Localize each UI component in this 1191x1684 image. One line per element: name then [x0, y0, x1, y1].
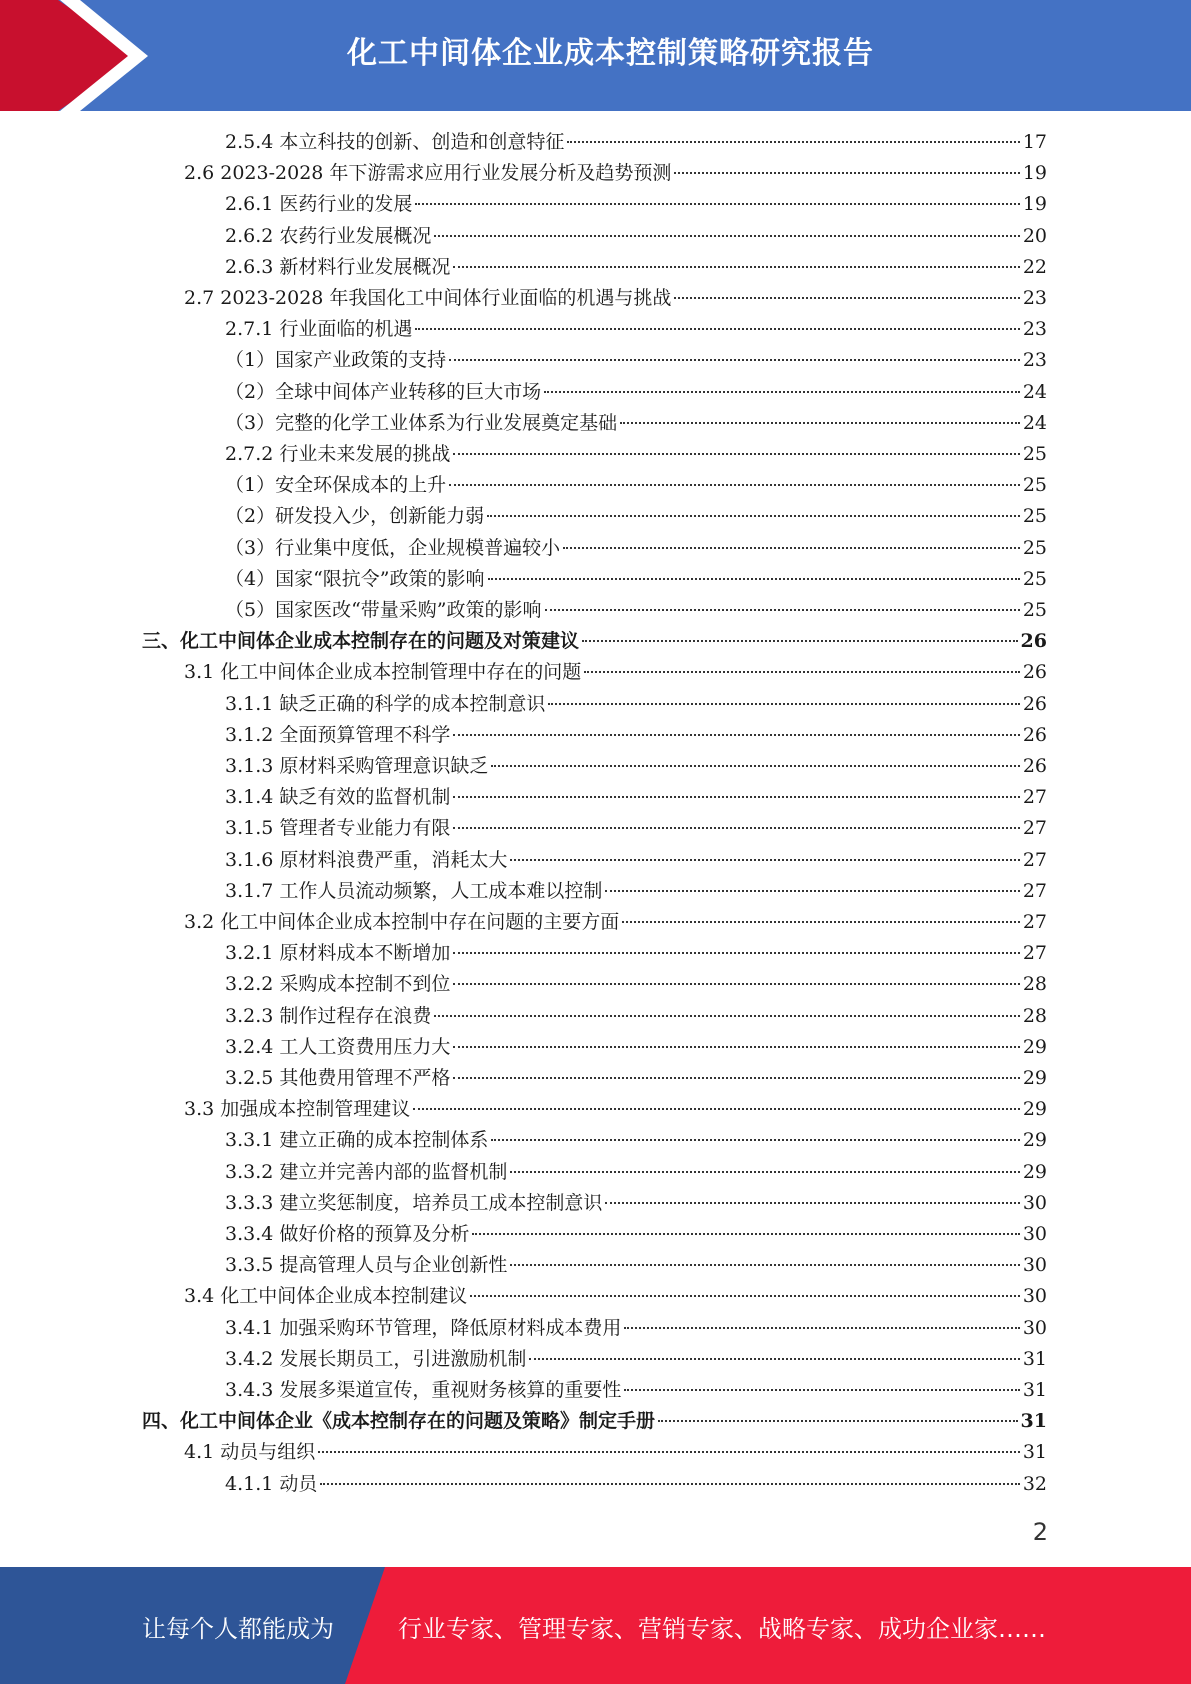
toc-entry-label: 3.2.2 采购成本控制不到位 [225, 973, 451, 996]
toc-entry-page: 22 [1022, 255, 1047, 278]
toc-dot-leader [453, 827, 1019, 829]
toc-entry-page: 27 [1022, 911, 1047, 933]
toc-dot-leader [510, 1264, 1019, 1266]
toc-entry-label: 3.1.3 原材料采购管理意识缺乏 [225, 755, 489, 777]
footer-slogan-right: 行业专家、管理专家、营销专家、战略专家、成功企业家…… [398, 1615, 1046, 1643]
toc-entry-label: 3.4.3 发展多渠道宣传，重视财务核算的重要性 [225, 1379, 622, 1401]
toc-dot-leader [674, 297, 1019, 299]
toc-dot-leader [487, 515, 1020, 517]
toc-dot-leader [658, 1420, 1018, 1422]
toc-entry-label: 3.3.3 建立奖惩制度，培养员工成本控制意识 [225, 1191, 603, 1214]
toc-entry[interactable] [225, 1250, 1047, 1281]
toc-entry[interactable] [225, 1032, 1047, 1063]
toc-entry-page: 30 [1022, 1191, 1047, 1214]
toc-entry[interactable] [184, 907, 1047, 938]
toc-entry[interactable] [225, 689, 1047, 720]
toc-dot-leader [434, 1015, 1019, 1017]
toc-entry-page: 26 [1022, 661, 1047, 684]
toc-entry-page: 26 [1022, 723, 1047, 746]
toc-dot-leader [544, 391, 1020, 393]
toc-entry[interactable] [142, 1406, 1047, 1437]
toc-entry-page: 29 [1022, 1160, 1047, 1183]
toc-entry[interactable] [184, 1094, 1047, 1125]
toc-entry[interactable] [225, 189, 1047, 220]
toc-entry-label: 2.6.1 医药行业的发展 [225, 193, 413, 216]
toc-entry-page: 23 [1022, 349, 1047, 372]
toc-dot-leader [453, 734, 1019, 736]
footer-slogan-left: 让每个人都能成为 [142, 1615, 334, 1643]
toc-entry-label: 3.1.2 全面预算管理不科学 [225, 723, 451, 746]
toc-dot-leader [582, 640, 1018, 642]
toc-entry-label: （3）行业集中度低，企业规模普遍较小 [225, 536, 561, 559]
toc-dot-leader [545, 609, 1020, 611]
toc-entry[interactable] [225, 751, 1047, 782]
toc-entry-label: 3.1.6 原材料浪费严重，消耗太大 [225, 848, 508, 871]
toc-dot-leader [413, 1108, 1020, 1110]
toc-entry-label: （2）研发投入少，创新能力弱 [225, 505, 485, 528]
toc-entry-page: 24 [1022, 380, 1047, 403]
toc-dot-leader [624, 1389, 1019, 1391]
toc-entry-page: 31 [1022, 1347, 1047, 1370]
toc-dot-leader [567, 141, 1019, 143]
toc-entry-page: 27 [1022, 848, 1047, 871]
toc-entry[interactable] [184, 1281, 1047, 1312]
toc-dot-leader [620, 422, 1020, 424]
toc-entry-label: 3.2.4 工人工资费用压力大 [225, 1035, 451, 1058]
page-header [0, 0, 1191, 111]
toc-entry[interactable] [225, 813, 1047, 844]
toc-dot-leader [488, 578, 1020, 580]
toc-entry-page: 19 [1022, 193, 1047, 216]
toc-entry-label: 3.3.4 做好价格的预算及分析 [225, 1223, 470, 1245]
toc-dot-leader [624, 1327, 1019, 1329]
toc-entry[interactable] [225, 470, 1047, 501]
toc-entry-label: （1）国家产业政策的支持 [225, 349, 447, 372]
toc-dot-leader [318, 1451, 1020, 1453]
toc-entry-page: 30 [1022, 1285, 1047, 1308]
toc-entry-page: 30 [1022, 1316, 1047, 1339]
toc-entry-page: 26 [1020, 630, 1047, 653]
toc-entry-page: 25 [1022, 536, 1047, 559]
toc-entry-page: 28 [1022, 973, 1047, 996]
toc-entry[interactable] [184, 158, 1047, 189]
toc-dot-leader [529, 1358, 1019, 1360]
document-title: 化工中间体企业成本控制策略研究报告 [347, 36, 874, 71]
toc-entry-label: （3）完整的化学工业体系为行业发展奠定基础 [225, 411, 618, 434]
toc-dot-leader [548, 703, 1019, 705]
toc-entry-label: 3.3.2 建立并完善内部的监督机制 [225, 1160, 508, 1183]
toc-entry[interactable] [225, 377, 1047, 408]
toc-entry[interactable] [225, 221, 1047, 252]
toc-dot-leader [510, 859, 1019, 861]
toc-entry-page: 29 [1022, 1067, 1047, 1089]
toc-entry-label: 2.6 2023-2028 年下游需求应用行业发展分析及趋势预测 [184, 162, 672, 185]
toc-dot-leader [453, 796, 1019, 798]
toc-entry-page: 27 [1022, 879, 1047, 902]
toc-entry-label: 3.2.3 制作过程存在浪费 [225, 1004, 432, 1027]
toc-entry-page: 25 [1022, 567, 1047, 590]
toc-entry-label: 3.1.5 管理者专业能力有限 [225, 817, 451, 840]
toc-entry-label: 3.3.5 提高管理人员与企业创新性 [225, 1254, 508, 1277]
toc-entry-page: 31 [1022, 1441, 1047, 1464]
toc-entry[interactable] [142, 626, 1047, 657]
toc-entry-label: 4.1 动员与组织 [184, 1441, 316, 1464]
toc-dot-leader [320, 1483, 1019, 1485]
toc-entry[interactable] [225, 1219, 1047, 1250]
toc-entry[interactable] [225, 345, 1047, 376]
toc-entry-page: 24 [1022, 411, 1047, 434]
toc-dot-leader [584, 671, 1020, 673]
toc-entry-label: 四、化工中间体企业《成本控制存在的问题及策略》制定手册 [142, 1410, 656, 1433]
toc-entry[interactable] [225, 720, 1047, 751]
toc-dot-leader [453, 1077, 1019, 1079]
toc-dot-leader [415, 328, 1019, 330]
toc-entry[interactable] [225, 314, 1047, 345]
toc-entry-label: 2.6.2 农药行业发展概况 [225, 224, 432, 247]
toc-entry-label: （2）全球中间体产业转移的巨大市场 [225, 380, 542, 403]
toc-dot-leader [449, 484, 1020, 486]
toc-dot-leader [674, 172, 1019, 174]
toc-entry[interactable] [225, 1063, 1047, 1094]
toc-entry-page: 30 [1022, 1254, 1047, 1277]
toc-entry-label: 2.5.4 本立科技的创新、创造和创意特征 [225, 131, 565, 153]
toc-entry-page: 32 [1022, 1472, 1047, 1495]
toc-entry-page: 30 [1022, 1223, 1047, 1245]
toc-entry-page: 27 [1022, 817, 1047, 840]
toc-entry[interactable] [225, 408, 1047, 439]
toc-dot-leader [605, 1202, 1019, 1204]
toc-entry-label: 3.2.5 其他费用管理不严格 [225, 1067, 451, 1089]
toc-entry-label: 3.3 加强成本控制管理建议 [184, 1098, 411, 1121]
toc-entry[interactable] [225, 533, 1047, 564]
toc-entry[interactable] [225, 1001, 1047, 1032]
toc-entry[interactable] [225, 1157, 1047, 1188]
toc-dot-leader [510, 1171, 1019, 1173]
toc-entry[interactable] [184, 657, 1047, 688]
toc-entry-label: （4）国家“限抗令”政策的影响 [225, 567, 485, 590]
toc-dot-leader [449, 359, 1020, 361]
toc-entry[interactable] [225, 845, 1047, 876]
toc-entry[interactable] [225, 501, 1047, 532]
toc-entry-page: 23 [1022, 318, 1047, 341]
toc-entry[interactable] [225, 439, 1047, 470]
toc-entry-label: 3.1 化工中间体企业成本控制管理中存在的问题 [184, 661, 582, 684]
toc-entry-page: 25 [1022, 443, 1047, 465]
toc-dot-leader [434, 235, 1019, 237]
toc-entry-label: 3.4 化工中间体企业成本控制建议 [184, 1285, 468, 1308]
toc-entry[interactable] [225, 969, 1047, 1000]
toc-entry[interactable] [225, 1375, 1047, 1406]
toc-entry-label: 3.2.1 原材料成本不断增加 [225, 942, 451, 965]
toc-entry-label: 三、化工中间体企业成本控制存在的问题及对策建议 [142, 630, 580, 653]
toc-entry[interactable] [184, 283, 1047, 314]
toc-dot-leader [453, 453, 1019, 455]
toc-entry-label: （5）国家医改“带量采购”政策的影响 [225, 599, 542, 621]
toc-entry-label: 2.7.1 行业面临的机遇 [225, 318, 413, 341]
toc-dot-leader [453, 1046, 1019, 1048]
toc-entry-page: 25 [1022, 599, 1047, 621]
toc-entry[interactable] [225, 252, 1047, 283]
toc-entry-label: 3.1.7 工作人员流动频繁，人工成本难以控制 [225, 879, 603, 902]
toc-entry[interactable] [225, 127, 1047, 158]
toc-dot-leader [415, 203, 1019, 205]
toc-entry[interactable] [225, 938, 1047, 969]
toc-dot-leader [453, 952, 1019, 954]
toc-dot-leader [453, 983, 1019, 985]
toc-entry-page: 25 [1022, 474, 1047, 497]
toc-entry[interactable] [225, 1469, 1047, 1500]
toc-entry[interactable] [225, 1344, 1047, 1375]
toc-entry[interactable] [225, 1188, 1047, 1219]
toc-entry-label: 3.4.2 发展长期员工，引进激励机制 [225, 1347, 527, 1370]
toc-dot-leader [472, 1233, 1019, 1235]
toc-entry-label: 3.1.1 缺乏正确的科学的成本控制意识 [225, 692, 546, 715]
page-footer [0, 1567, 1191, 1684]
toc-entry[interactable] [225, 595, 1047, 626]
toc-entry-page: 29 [1022, 1098, 1047, 1121]
toc-dot-leader [491, 765, 1019, 767]
toc-entry-page: 28 [1022, 1004, 1047, 1027]
toc-entry-page: 27 [1022, 786, 1047, 809]
toc-entry-page: 20 [1022, 224, 1047, 247]
toc-dot-leader [605, 890, 1019, 892]
toc-entry-page: 26 [1022, 755, 1047, 777]
toc-dot-leader [470, 1295, 1020, 1297]
toc-entry[interactable] [225, 1313, 1047, 1344]
toc-entry-page: 31 [1020, 1410, 1047, 1433]
toc-entry-page: 29 [1022, 1035, 1047, 1058]
toc-entry[interactable] [225, 876, 1047, 907]
toc-entry[interactable] [225, 564, 1047, 595]
toc-entry-label: 3.2 化工中间体企业成本控制中存在问题的主要方面 [184, 911, 620, 933]
toc-dot-leader [622, 921, 1020, 923]
toc-entry-page: 27 [1022, 942, 1047, 965]
toc-entry-label: （1）安全环保成本的上升 [225, 474, 447, 497]
toc-dot-leader [491, 1139, 1019, 1141]
toc-entry-page: 26 [1022, 692, 1047, 715]
toc-entry-label: 3.3.1 建立正确的成本控制体系 [225, 1129, 489, 1152]
toc-entry-page: 19 [1022, 162, 1047, 185]
toc-dot-leader [453, 266, 1019, 268]
toc-entry-label: 2.7.2 行业未来发展的挑战 [225, 443, 451, 465]
toc-entry-label: 3.1.4 缺乏有效的监督机制 [225, 786, 451, 809]
toc-entry-label: 2.6.3 新材料行业发展概况 [225, 255, 451, 278]
toc-entry-label: 4.1.1 动员 [225, 1472, 318, 1495]
toc-entry-label: 2.7 2023-2028 年我国化工中间体行业面临的机遇与挑战 [184, 287, 672, 309]
toc-entry[interactable] [184, 1437, 1047, 1468]
toc-entry-page: 25 [1022, 505, 1047, 528]
toc-entry-page: 31 [1022, 1379, 1047, 1401]
toc-entry-page: 17 [1022, 131, 1047, 153]
toc-entry-page: 23 [1022, 287, 1047, 309]
toc-entry-label: 3.4.1 加强采购环节管理，降低原材料成本费用 [225, 1316, 622, 1339]
toc-dot-leader [563, 547, 1020, 549]
page-number: 2 [1032, 1518, 1048, 1546]
toc-entry[interactable] [225, 782, 1047, 813]
toc-entry-page: 29 [1022, 1129, 1047, 1152]
toc-entry[interactable] [225, 1125, 1047, 1156]
